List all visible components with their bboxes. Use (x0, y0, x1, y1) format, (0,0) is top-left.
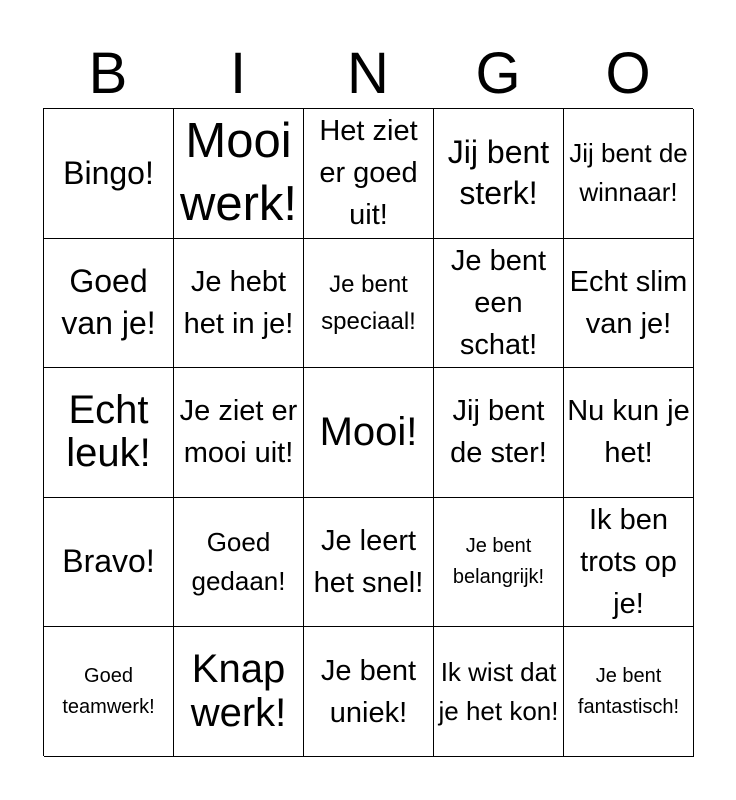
bingo-cell[interactable]: Echt leuk! (44, 368, 174, 498)
bingo-cell[interactable]: Nu kun je het! (564, 368, 694, 498)
bingo-cell[interactable]: Goed teamwerk! (44, 627, 174, 757)
bingo-cell[interactable]: Je ziet er mooi uit! (174, 368, 304, 498)
bingo-cell[interactable]: Jij bent sterk! (434, 109, 564, 239)
bingo-cell[interactable]: Je hebt het in je! (174, 239, 304, 369)
bingo-cell[interactable]: Je bent speciaal! (304, 239, 434, 369)
bingo-cell[interactable]: Goed gedaan! (174, 498, 304, 628)
bingo-cell[interactable]: Mooi werk! (174, 109, 304, 239)
bingo-cell[interactable]: Je bent belangrijk! (434, 498, 564, 628)
bingo-cell[interactable]: Ik ben trots op je! (564, 498, 694, 628)
header-letter-i: I (229, 41, 247, 106)
bingo-header (43, 40, 693, 108)
bingo-cell[interactable]: Bingo! (44, 109, 174, 239)
bingo-cell[interactable]: Je leert het snel! (304, 498, 434, 628)
bingo-cell[interactable]: Jij bent de winnaar! (564, 109, 694, 239)
bingo-cell[interactable]: Goed van je! (44, 239, 174, 369)
bingo-cell[interactable]: Jij bent de ster! (434, 368, 564, 498)
header-letter-b: B (88, 41, 128, 106)
bingo-cell[interactable]: Mooi! (304, 368, 434, 498)
bingo-cell[interactable]: Echt slim van je! (564, 239, 694, 369)
bingo-cell[interactable]: Je bent uniek! (304, 627, 434, 757)
header-letter-o: O (605, 41, 651, 106)
header-letter-g: G (475, 41, 521, 106)
bingo-cell[interactable]: Ik wist dat je het kon! (434, 627, 564, 757)
bingo-cell[interactable]: Het ziet er goed uit! (304, 109, 434, 239)
bingo-cell[interactable]: Je bent fantastisch! (564, 627, 694, 757)
bingo-cell[interactable]: Bravo! (44, 498, 174, 628)
bingo-cell[interactable]: Knap werk! (174, 627, 304, 757)
header-letter-n: N (347, 41, 389, 106)
bingo-board (43, 108, 693, 756)
bingo-cell[interactable]: Je bent een schat! (434, 239, 564, 369)
